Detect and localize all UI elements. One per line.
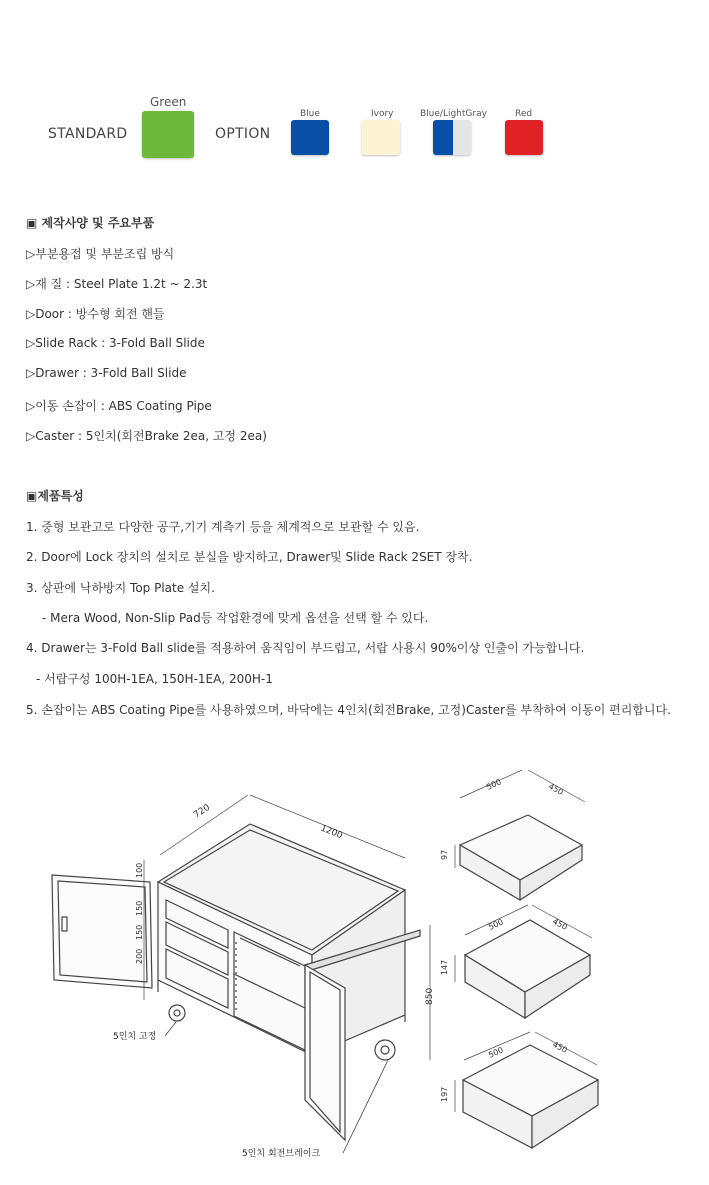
drawer1-depth: 450: [547, 781, 565, 797]
option-label: OPTION: [215, 126, 271, 142]
dim-width: 1200: [318, 823, 344, 842]
drawer1-height: 97: [440, 849, 449, 860]
dim-d1: 100: [135, 862, 144, 878]
spec-item: ▷이동 손잡이 : ABS Coating Pipe: [26, 399, 212, 413]
spec-item: ▷Caster : 5인치(회전Brake 2ea, 고정 2ea): [26, 429, 267, 443]
option-color-name-blue: Blue: [300, 109, 320, 119]
option-color-swatch-blue: [291, 120, 329, 155]
option-color-name-ivory: Ivory: [371, 109, 394, 119]
drawer1-width: 500: [485, 777, 503, 792]
standard-label: STANDARD: [48, 126, 128, 142]
drawer3-height: 197: [440, 1086, 449, 1102]
dim-d2: 150: [135, 900, 144, 916]
option-color-swatch-ivory: [362, 120, 400, 155]
drawer-147: [455, 905, 592, 1018]
drawer3-depth: 450: [551, 1039, 569, 1055]
feature-item: 1. 중형 보관고로 다양한 공구,기기 계측기 등을 체계적으로 보관할 수 있음.: [26, 520, 420, 534]
features-heading: ▣제품특성: [26, 489, 84, 503]
dim-d4: 200: [135, 948, 144, 964]
right-door: [305, 965, 345, 1140]
drawer2-width: 500: [487, 917, 505, 932]
feature-subitem: - 서랍구성 100H-1EA, 150H-1EA, 200H-1: [36, 672, 273, 686]
dim-height: 850: [425, 987, 435, 1005]
standard-color-name: Green: [150, 95, 187, 109]
technical-drawing: [0, 760, 709, 1181]
feature-item: 4. Drawer는 3-Fold Ball slide를 적용하여 움직임이 부드럽고, 서랍 사용시 90%이상 인출이 가능합니다.: [26, 641, 585, 655]
drawer-197: [455, 1032, 598, 1148]
feature-item: 2. Door에 Lock 장치의 설치로 분실을 방지하고, Drawer및 Slide Rack 2SET 장착.: [26, 550, 473, 564]
spec-section: [26, 214, 696, 454]
feature-item: 3. 상판에 낙하방지 Top Plate 설치.: [26, 581, 215, 595]
drawer2-height: 147: [440, 959, 449, 975]
features-section: [26, 487, 696, 727]
dim-depth: 720: [192, 802, 213, 821]
option-color-swatch-red: [505, 120, 543, 155]
option-color-name-red: Red: [515, 109, 533, 119]
caster-fixed: [169, 1005, 185, 1021]
drawer-97: [455, 770, 585, 900]
standard-color-swatch: [142, 111, 194, 158]
spec-item: ▷Drawer : 3-Fold Ball Slide: [26, 366, 187, 380]
cabinet-body: [158, 824, 420, 1065]
caster-fixed-label: 5인치 고정: [113, 1032, 157, 1042]
spec-item: ▷재 질 : Steel Plate 1.2t ~ 2.3t: [26, 277, 208, 291]
spec-heading: ▣ 제작사양 및 주요부품: [26, 216, 155, 230]
option-color-swatch-blue-lightgray: [433, 120, 471, 155]
feature-item: 5. 손잡이는 ABS Coating Pipe를 사용하였으며, 바닥에는 4인치(회전Brake, 고정)Caster를 부착하여 이동이 편리합니다.: [26, 703, 671, 717]
caster-brake-label: 5인치 회전브레이크: [242, 1149, 321, 1159]
spec-item: ▷부분용접 및 부분조립 방식: [26, 247, 175, 261]
color-options: [0, 0, 709, 190]
dim-d3: 150: [135, 924, 144, 940]
spec-item: ▷Door : 방수형 회전 핸들: [26, 307, 165, 321]
option-color-name-blue-lightgray: Blue/LightGray: [420, 109, 487, 119]
feature-subitem: - Mera Wood, Non-Slip Pad등 작업환경에 맞게 옵션을 선택 할 수 있다.: [42, 611, 429, 625]
caster-brake: [375, 1040, 395, 1060]
drawer2-depth: 450: [551, 916, 569, 932]
spec-item: ▷Slide Rack : 3-Fold Ball Slide: [26, 336, 205, 350]
drawer3-width: 500: [487, 1045, 505, 1060]
